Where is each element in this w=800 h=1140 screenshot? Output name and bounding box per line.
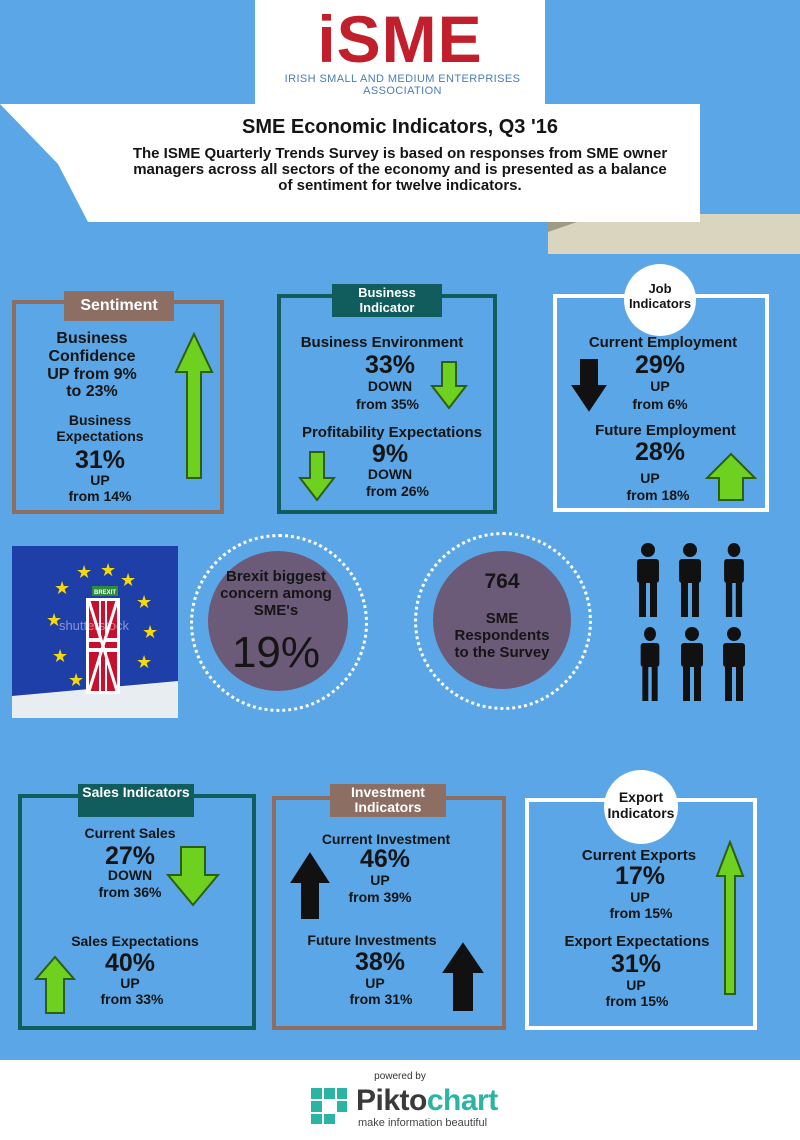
business-expectations-value: 31% — [74, 446, 126, 474]
profitability-expectations-label: Profitability Expectations — [301, 424, 483, 441]
arrow-down-icon — [430, 360, 468, 410]
sales-indicators-tag: Sales Indicators — [78, 784, 194, 817]
powered-by-text: powered by — [374, 1071, 426, 1082]
svg-text:★: ★ — [68, 670, 85, 691]
business-environment-label: Business Environment — [300, 334, 464, 351]
business-environment-dir: DOWN — [367, 378, 413, 394]
future-investments-label: Future Investments — [307, 932, 437, 948]
export-expectations-from: from 15% — [605, 993, 669, 1009]
svg-text:★: ★ — [52, 646, 69, 667]
profitability-expectations-value: 9% — [371, 440, 409, 468]
future-investments-from: from 31% — [349, 991, 413, 1007]
brexit-eu-door-image — [12, 546, 178, 718]
current-employment-from: from 6% — [632, 396, 688, 412]
current-employment-label: Current Employment — [588, 334, 738, 351]
current-exports-label: Current Exports — [581, 847, 697, 864]
business-indicator-tag: Business Indicator — [332, 284, 442, 317]
business-expectations-label: Business Expectations — [56, 412, 144, 444]
current-investment-dir: UP — [370, 872, 390, 888]
arrow-up-icon — [705, 452, 757, 502]
current-sales-value: 27% — [104, 842, 156, 870]
current-exports-value: 17% — [614, 862, 666, 890]
isme-logo — [255, 0, 545, 104]
svg-text:★: ★ — [100, 560, 117, 581]
job-indicators-tag: Job Indicators — [628, 281, 692, 311]
svg-text:★: ★ — [136, 592, 153, 613]
brexit-concern-value: 19% — [231, 628, 321, 677]
future-investments-dir: UP — [365, 975, 385, 991]
business-confidence-change: UP from 9% — [47, 366, 137, 383]
brexit-concern-text: Brexit biggest concern among SME's — [220, 568, 332, 619]
arrow-down-icon — [571, 358, 607, 412]
arrow-down-icon — [166, 845, 220, 907]
piktochart-tagline: make information beautiful — [358, 1117, 488, 1129]
respondents-text: SME Respondents to the Survey — [454, 610, 550, 661]
export-expectations-label: Export Expectations — [564, 933, 710, 950]
business-confidence-label: Business Confidence — [48, 330, 136, 365]
svg-text:★: ★ — [136, 652, 153, 673]
investment-indicators-tag: Investment Indicators — [330, 784, 446, 817]
current-sales-dir: DOWN — [107, 867, 153, 883]
business-environment-from: from 35% — [355, 396, 420, 412]
sales-expectations-label: Sales Expectations — [71, 933, 199, 949]
svg-text:★: ★ — [120, 570, 137, 591]
sentiment-tag: Sentiment — [64, 291, 174, 321]
current-employment-value: 29% — [634, 351, 686, 379]
export-expectations-value: 31% — [610, 950, 662, 978]
sales-expectations-dir: UP — [120, 975, 140, 991]
business-environment-value: 33% — [364, 351, 416, 379]
svg-text:★: ★ — [46, 610, 63, 631]
svg-text:★: ★ — [76, 562, 93, 583]
export-expectations-dir: UP — [626, 977, 646, 993]
future-investments-value: 38% — [354, 948, 406, 976]
arrow-up-icon — [290, 852, 330, 920]
piktochart-wordmark — [356, 1084, 498, 1118]
future-employment-from: from 18% — [626, 487, 690, 503]
arrow-up-icon — [174, 332, 214, 480]
svg-text:★: ★ — [54, 578, 71, 599]
current-investment-label: Current Investment — [321, 831, 451, 847]
arrow-down-icon — [298, 450, 336, 502]
current-exports-dir: UP — [630, 889, 650, 905]
current-investment-from: from 39% — [348, 889, 412, 905]
current-sales-label: Current Sales — [84, 825, 176, 841]
business-expectations-dir: UP — [90, 472, 110, 488]
svg-text:★: ★ — [142, 622, 159, 643]
people-icon — [628, 540, 760, 706]
piktochart-wordmark-a: Pikto — [356, 1084, 427, 1117]
logo-subtitle: IRISH SMALL AND MEDIUM ENTERPRISES ASSOCIATION — [284, 73, 521, 97]
arrow-up-icon — [715, 840, 745, 996]
stock-watermark: shutterstock — [58, 618, 130, 633]
profitability-expectations-dir: DOWN — [367, 466, 413, 482]
piktochart-logo-icon — [309, 1086, 349, 1126]
current-investment-value: 46% — [359, 845, 411, 873]
arrow-up-icon — [34, 955, 76, 1015]
business-expectations-from: from 14% — [68, 488, 132, 504]
logo-wordmark: iSME — [317, 2, 483, 76]
future-employment-dir: UP — [640, 470, 660, 486]
sales-expectations-value: 40% — [104, 949, 156, 977]
current-employment-dir: UP — [650, 378, 670, 394]
door-sign: BREXIT — [93, 590, 117, 596]
piktochart-wordmark-b: chart — [426, 1084, 498, 1117]
export-indicators-tag: Export Indicators — [607, 789, 675, 821]
sales-expectations-from: from 33% — [100, 991, 164, 1007]
page-title: SME Economic Indicators, Q3 '16 — [242, 116, 558, 138]
arrow-up-icon — [442, 942, 484, 1012]
future-employment-value: 28% — [634, 438, 686, 466]
intro-text: The ISME Quarterly Trends Survey is based on responses from SME owner managers across all sectors of the economy and is presented as a balance of sentiment for twelve indicators. — [132, 145, 668, 194]
current-sales-from: from 36% — [98, 884, 162, 900]
profitability-expectations-from: from 26% — [365, 483, 430, 499]
future-employment-label: Future Employment — [595, 422, 736, 439]
current-exports-from: from 15% — [609, 905, 673, 921]
business-confidence-to: to 23% — [66, 383, 118, 400]
respondents-count: 764 — [484, 570, 520, 593]
